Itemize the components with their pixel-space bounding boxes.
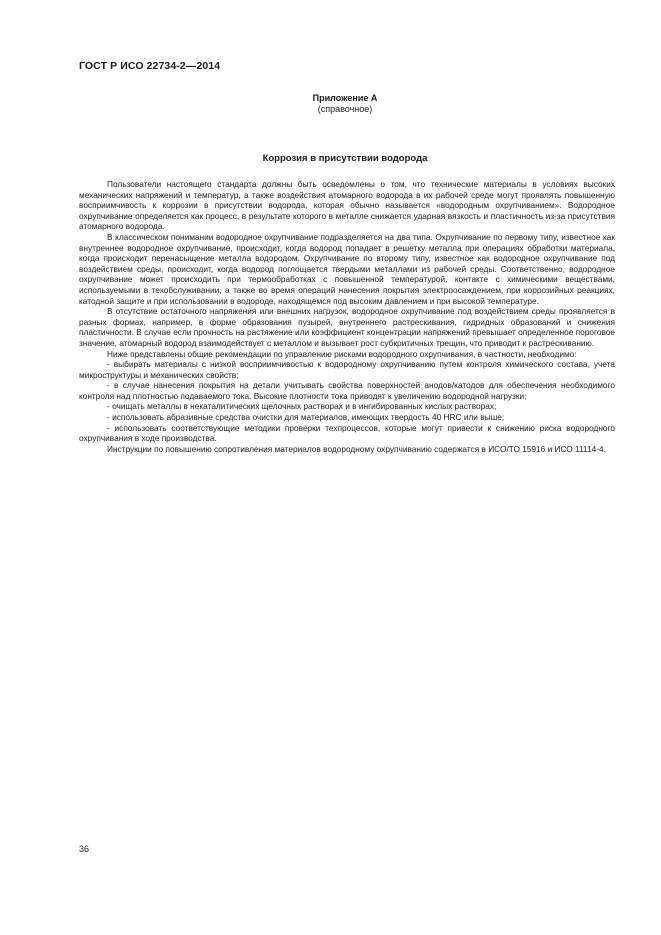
- body-text: [79, 179, 615, 454]
- section-title: Коррозия в присутствии водорода: [262, 153, 428, 164]
- annex-subtitle: (справочное): [317, 104, 373, 114]
- list-item: - очищать металлы в некаталитических щелочных растворах и в ингибированных кислых растворах;: [107, 401, 497, 412]
- list-item: - использовать соответствующие методики проверки техпроцессов, которые могут привести к снижению риска водородного охрупчивания в ходе производства.: [79, 422, 615, 444]
- paragraph: Пользователи настоящего стандарта должны быть осведомлены о том, что технические материалы в условиях высоких механических напряжений и температур, а также воздействия атомарного водорода в их рабочей среде могут проявлять повышенную восприимчивость к коррозии в присутствии водорода, которая обычно называется «водородным охрупчиванием». Водородное охрупчивание определяется как процесс, в результате которого в металле снижается ударная вязкость и пластичность из-за присутствия атомарного водорода.: [79, 179, 615, 232]
- paragraph: Инструкции по повышению сопротивления материалов водородному охрупчиванию содержатся в ИСО/ТО 15916 и ИСО 11114-4.: [107, 443, 606, 454]
- list-item: - использовать абразивные средства очистки для материалов, имеющих твердость 40 HRC или выше;: [107, 412, 505, 423]
- paragraph: Ниже представлены общие рекомендации по управлению рисками водородного охрупчивания, в частности, необходимо:: [107, 348, 577, 359]
- annex-title: Приложение А: [312, 93, 378, 103]
- list-item: - в случае нанесения покрытия на детали учитывать свойства поверхностей анодов/катодов для обеспечения необходимого контроля над плотностью подаваемого тока. Высокие плотности тока приводят к увеличению водородной нагрузки;: [79, 380, 615, 401]
- paragraph: В классическом понимании водородное охрупчивание подразделяется на два типа. Охрупчивание по первому типу, известное как внутреннее водородное охрупчивание, происходит, когда водород попадает в решетку металла при операциях обработки материала, когда происходит перенасыщение металла водородом. Охрупчивание по второму типу, известное как водородное охрупчивание под воздействием среды, происходит, когда водород поглощается твердыми металлами из рабочей среды. Соответственно, водородное охрупчивание может происходить при термообработках с повышенной температурой, контакте с химическими веществами, используемыми в техобслуживании, а также во время операций нанесения покрытия электроосаждением, при коррозийных реакциях, катодной защите и при использовании в водороде, находящемся под высоким давлением и при высокой температуре.: [79, 231, 615, 306]
- paragraph: В отсутствие остаточного напряжения или внешних нагрузок, водородное охрупчивание под воздействием среды проявляется в разных формах, например, в форме образования пузырей, внутреннего растрескивания, гидридных образований и снижения пластичности. В случае если прочность на растяжение или коэффициент концентрации напряжений превышает определенное пороговое значение, атомарный водород взаимодействует с металлом и вызывает рост субкритичных трещин, что приводит к растрескиванию.: [79, 306, 615, 348]
- page-number: 36: [79, 844, 90, 854]
- list-item: - выбирать материалы с низкой восприимчивостью к водородному охрупчиванию путем контроля химического состава, учета микроструктуры и механических свойств;: [79, 359, 615, 380]
- document-header: ГОСТ Р ИСО 22734-2—2014: [79, 60, 221, 72]
